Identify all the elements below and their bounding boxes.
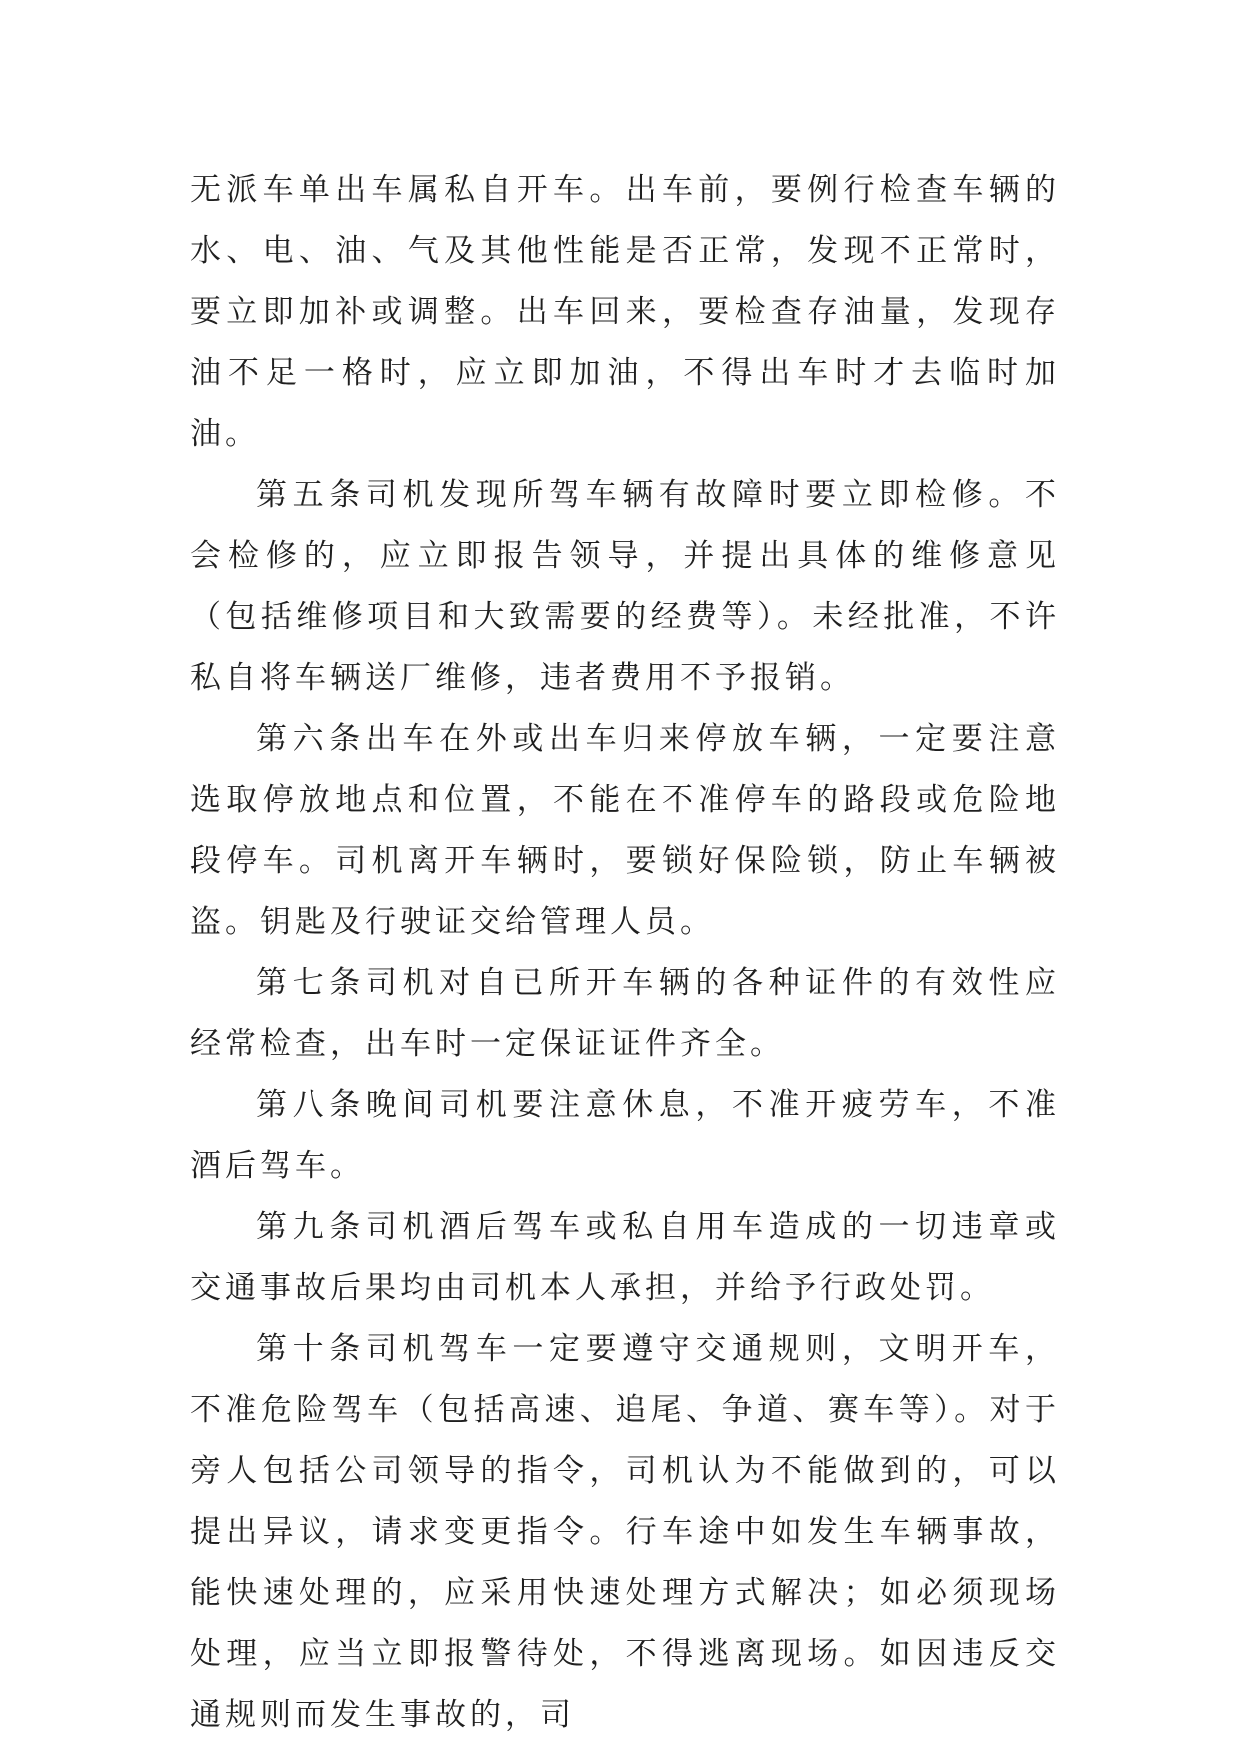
- paragraph-continuation: 无派车单出车属私自开车。出车前，要例行检查车辆的水、电、油、气及其他性能是否正常，发现不正常时，要立即加补或调整。出车回来，要检查存油量，发现存油不足一格时，应立即加油，不得出车时才去临时加油。: [190, 172, 1060, 452]
- paragraph-article-6: 第六条出车在外或出车归来停放车辆，一定要注意选取停放地点和位置，不能在不准停车的路段或危险地段停车。司机离开车辆时，要锁好保险锁，防止车辆被盗。钥匙及行驶证交给管理人员。: [190, 721, 1060, 940]
- paragraph-article-8: 第八条晚间司机要注意休息，不准开疲劳车，不准酒后驾车。: [190, 1087, 1060, 1184]
- document-body: [190, 160, 1060, 1746]
- paragraph-article-10: 第十条司机驾车一定要遵守交通规则，文明开车，不准危险驾车（包括高速、追尾、争道、赛车等）。对于旁人包括公司领导的指令，司机认为不能做到的，可以提出异议，请求变更指令。行车途中如发生车辆事故，能快速处理的，应采用快速处理方式解决；如必须现场处理，应当立即报警待处，不得逃离现场。如因违反交通规则而发生事故的，司: [190, 1331, 1060, 1733]
- paragraph-article-5: 第五条司机发现所驾车辆有故障时要立即检修。不会检修的，应立即报告领导，并提出具体的维修意见（包括维修项目和大致需要的经费等）。未经批准，不许私自将车辆送厂维修，违者费用不予报销。: [190, 477, 1060, 696]
- paragraph-article-7: 第七条司机对自已所开车辆的各种证件的有效性应经常检查，出车时一定保证证件齐全。: [190, 965, 1060, 1062]
- paragraph-article-9: 第九条司机酒后驾车或私自用车造成的一切违章或交通事故后果均由司机本人承担，并给予行政处罚。: [190, 1209, 1060, 1306]
